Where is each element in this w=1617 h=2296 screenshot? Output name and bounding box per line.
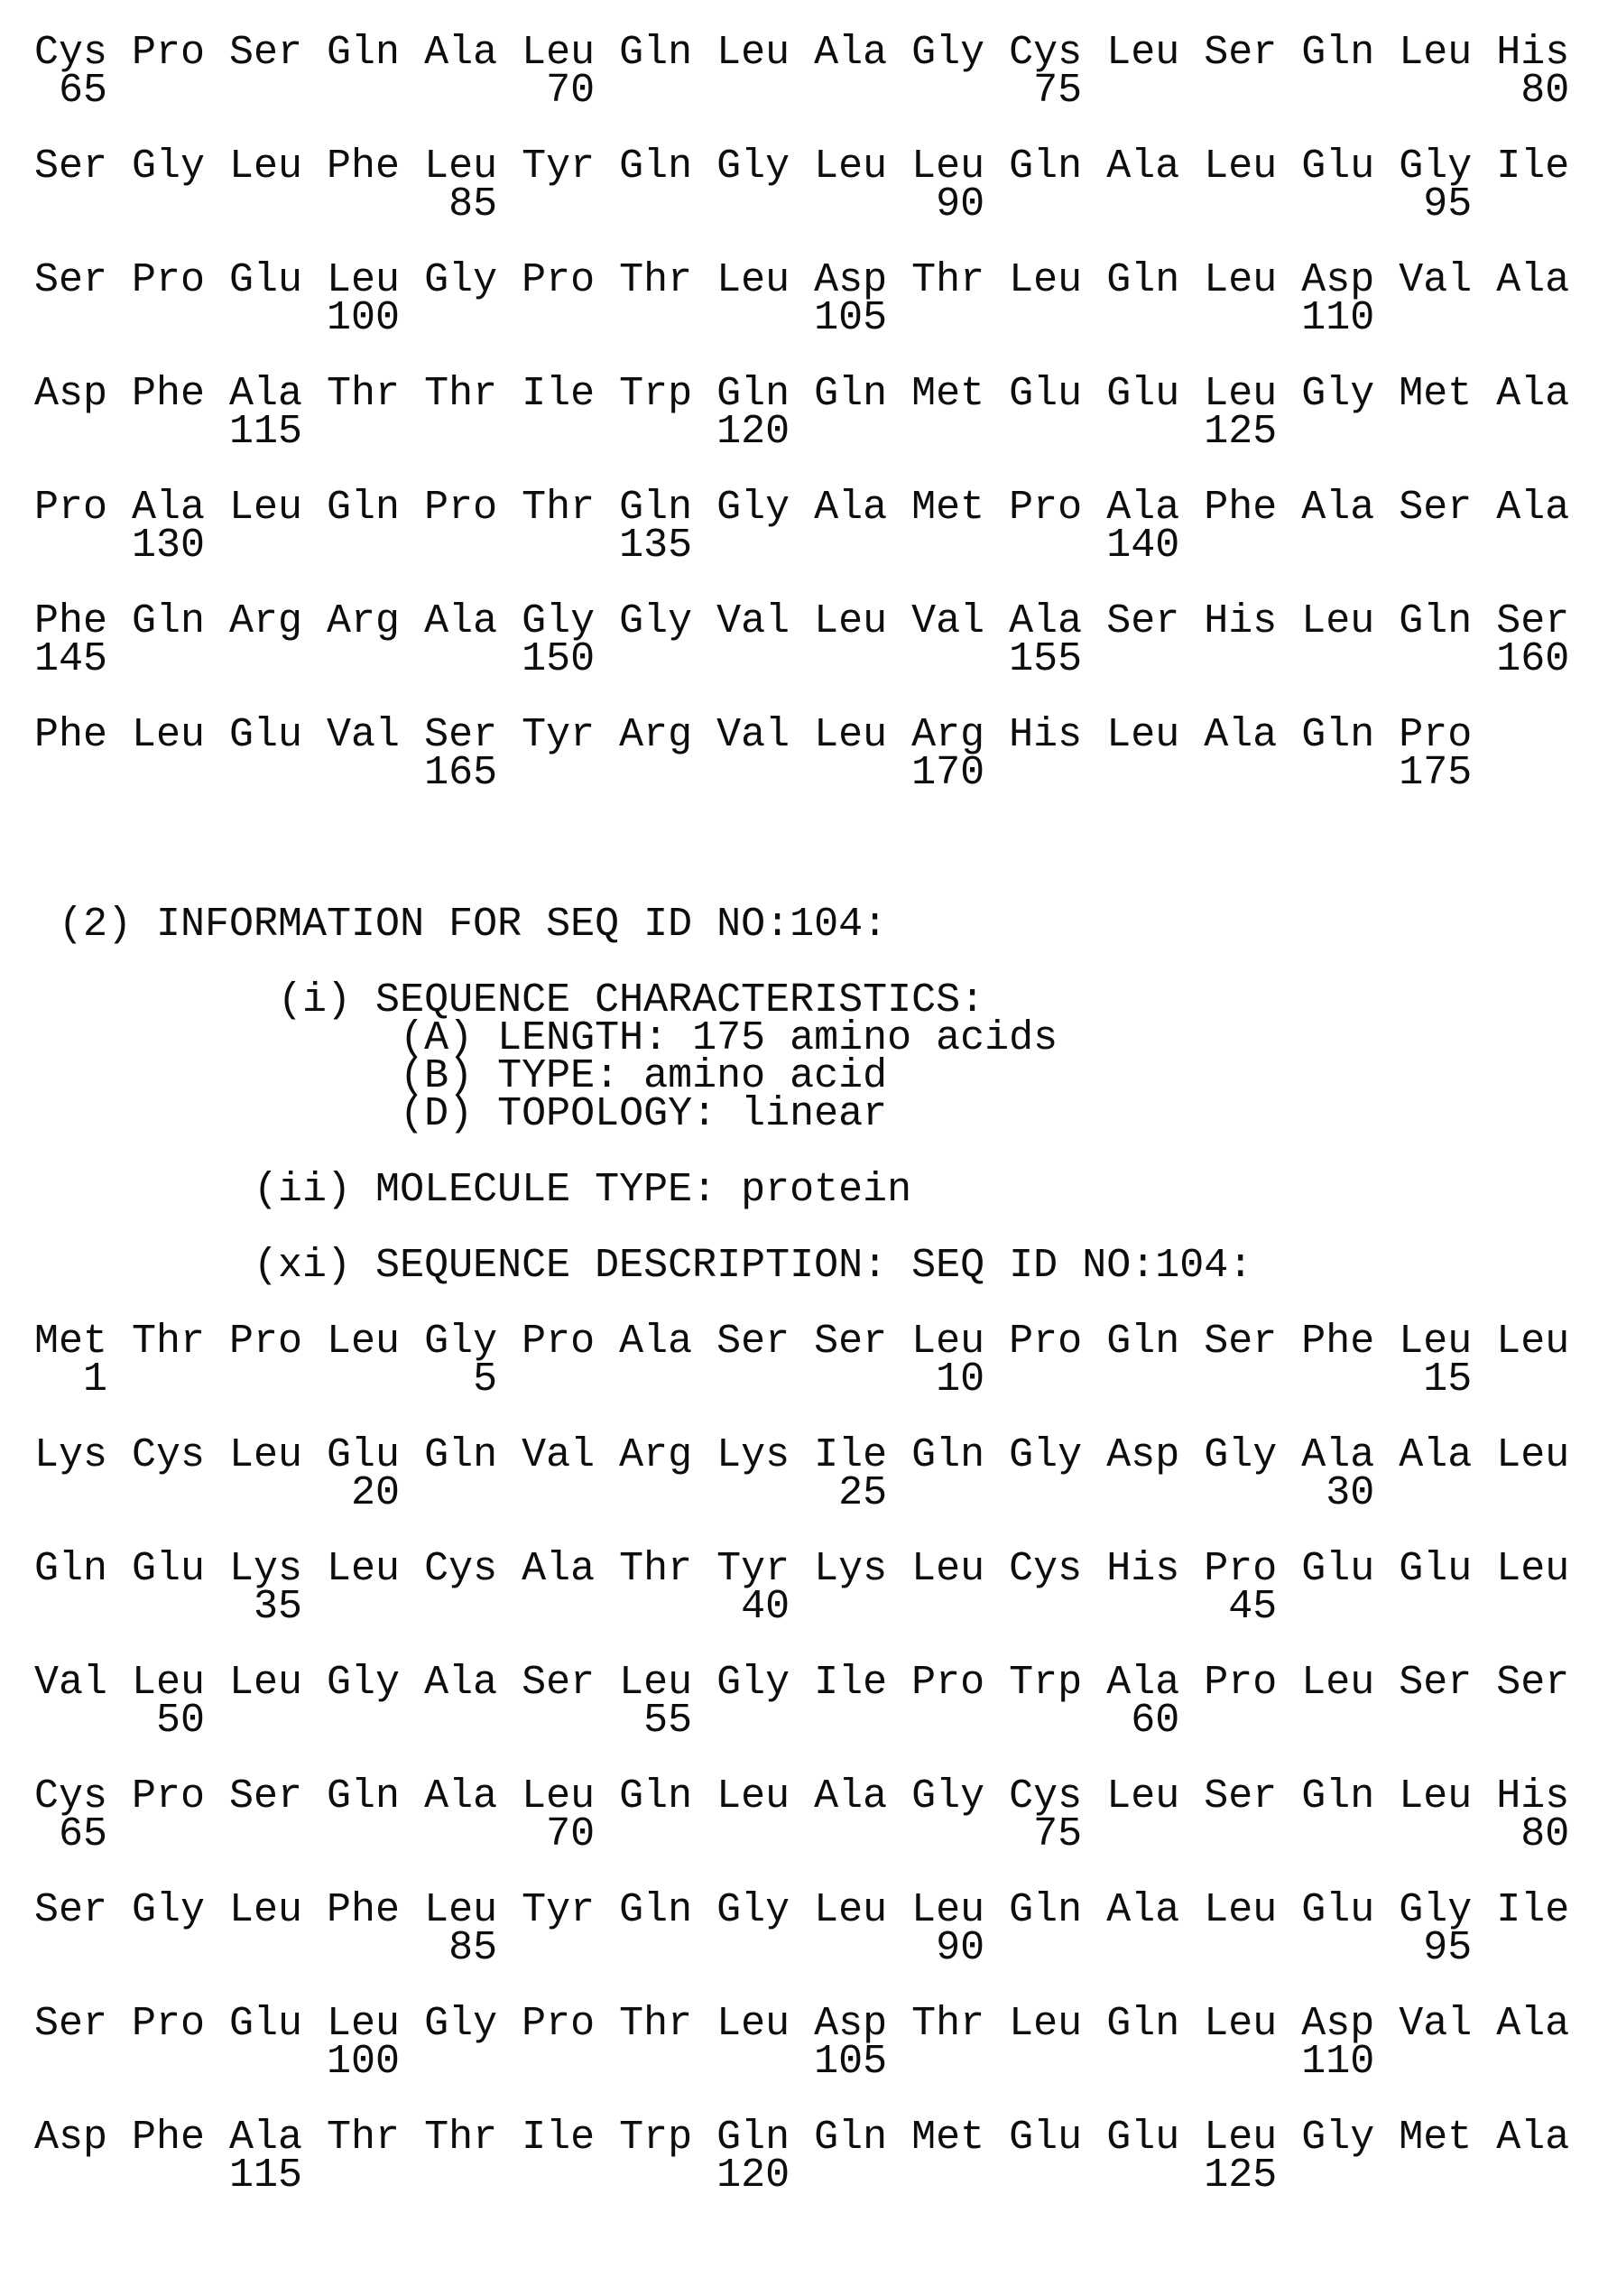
blank-spacer — [34, 2081, 1617, 2119]
sequence-residue-row: Cys Pro Ser Gln Ala Leu Gln Leu Ala Gly Cys Leu Ser Gln Leu His — [34, 1773, 1570, 1819]
sequence-residue-row: Ser Gly Leu Phe Leu Tyr Gln Gly Leu Leu Gln Ala Leu Glu Gly Ile — [34, 144, 1570, 190]
blank-spacer — [34, 1285, 1617, 1323]
info-line-type: (B) TYPE: amino acid — [34, 1053, 888, 1099]
info-line-sequence-description: (xi) SEQUENCE DESCRIPTION: SEQ ID NO:104: — [34, 1243, 1253, 1289]
blank-spacer — [34, 792, 1617, 906]
info-line-sequence-characteristics: (i) SEQUENCE CHARACTERISTICS: — [34, 977, 985, 1023]
info-line-topology: (D) TOPOLOGY: linear — [34, 1091, 888, 1137]
sequence-residue-row: Asp Phe Ala Thr Thr Ile Trp Gln Gln Met Glu Glu Leu Gly Met Ala — [34, 2115, 1570, 2161]
sequence-number-row: 50 55 60 — [34, 1698, 1570, 1744]
sequence-residue-row: Phe Gln Arg Arg Ala Gly Gly Val Leu Val Ala Ser His Leu Gln Ser — [34, 598, 1570, 644]
sequence-residue-row: Lys Cys Leu Glu Gln Val Arg Lys Ile Gln Gly Asp Gly Ala Ala Leu — [34, 1432, 1570, 1478]
sequence-number-row: 165 170 175 — [34, 750, 1473, 796]
sequence-number-row: 100 105 110 — [34, 2039, 1570, 2085]
blank-spacer — [34, 451, 1617, 489]
sequence-residue-row: Met Thr Pro Leu Gly Pro Ala Ser Ser Leu Pro Gln Ser Phe Leu Leu — [34, 1319, 1570, 1365]
blank-spacer — [34, 1740, 1617, 1778]
sequence-number-row: 65 70 75 80 — [34, 68, 1570, 114]
info-line-molecule-type: (ii) MOLECULE TYPE: protein — [34, 1167, 912, 1213]
sequence-number-row: 1 5 10 15 — [34, 1356, 1570, 1403]
blank-spacer — [34, 1134, 1617, 1171]
sequence-number-row: 65 70 75 80 — [34, 1811, 1570, 1857]
blank-spacer — [34, 679, 1617, 717]
info-heading: (2) INFORMATION FOR SEQ ID NO:104: — [34, 902, 888, 948]
sequence-number-row: 130 135 140 — [34, 523, 1570, 569]
sequence-number-row: 20 25 30 — [34, 1470, 1570, 1516]
sequence-number-row: 85 90 95 — [34, 1925, 1570, 1971]
page-content — [34, 30, 1617, 2199]
blank-spacer — [34, 1854, 1617, 1892]
blank-spacer — [34, 565, 1617, 603]
sequence-residue-row: Val Leu Leu Gly Ala Ser Leu Gly Ile Pro Trp Ala Pro Leu Ser Ser — [34, 1660, 1570, 1706]
sequence-number-row: 115 120 125 — [34, 2152, 1570, 2199]
blank-spacer — [34, 338, 1617, 375]
sequence-number-row: 35 40 45 — [34, 1584, 1570, 1630]
info-line-length: (A) LENGTH: 175 amino acids — [34, 1015, 1058, 1061]
sequence-number-row: 85 90 95 — [34, 181, 1570, 227]
blank-spacer — [34, 1209, 1617, 1247]
sequence-residue-row: Ser Gly Leu Phe Leu Tyr Gln Gly Leu Leu Gln Ala Leu Glu Gly Ile — [34, 1887, 1570, 1933]
blank-spacer — [34, 944, 1617, 982]
sequence-residue-row: Ser Pro Glu Leu Gly Pro Thr Leu Asp Thr Leu Gln Leu Asp Val Ala — [34, 257, 1570, 303]
sequence-residue-row: Phe Leu Glu Val Ser Tyr Arg Val Leu Arg His Leu Ala Gln Pro — [34, 712, 1473, 758]
blank-spacer — [34, 110, 1617, 148]
blank-spacer — [34, 1513, 1617, 1551]
blank-spacer — [34, 224, 1617, 262]
sequence-number-row: 145 150 155 160 — [34, 636, 1570, 682]
blank-spacer — [34, 1399, 1617, 1437]
blank-spacer — [34, 1626, 1617, 1664]
sequence-residue-row: Asp Phe Ala Thr Thr Ile Trp Gln Gln Met Glu Glu Leu Gly Met Ala — [34, 371, 1570, 417]
sequence-residue-row: Gln Glu Lys Leu Cys Ala Thr Tyr Lys Leu Cys His Pro Glu Glu Leu — [34, 1546, 1570, 1592]
sequence-number-row: 115 120 125 — [34, 409, 1570, 455]
blank-spacer — [34, 1967, 1617, 2005]
sequence-residue-row: Cys Pro Ser Gln Ala Leu Gln Leu Ala Gly Cys Leu Ser Gln Leu His — [34, 30, 1570, 76]
sequence-residue-row: Ser Pro Glu Leu Gly Pro Thr Leu Asp Thr Leu Gln Leu Asp Val Ala — [34, 2001, 1570, 2047]
sequence-residue-row: Pro Ala Leu Gln Pro Thr Gln Gly Ala Met Pro Ala Phe Ala Ser Ala — [34, 485, 1570, 531]
sequence-number-row: 100 105 110 — [34, 295, 1570, 341]
